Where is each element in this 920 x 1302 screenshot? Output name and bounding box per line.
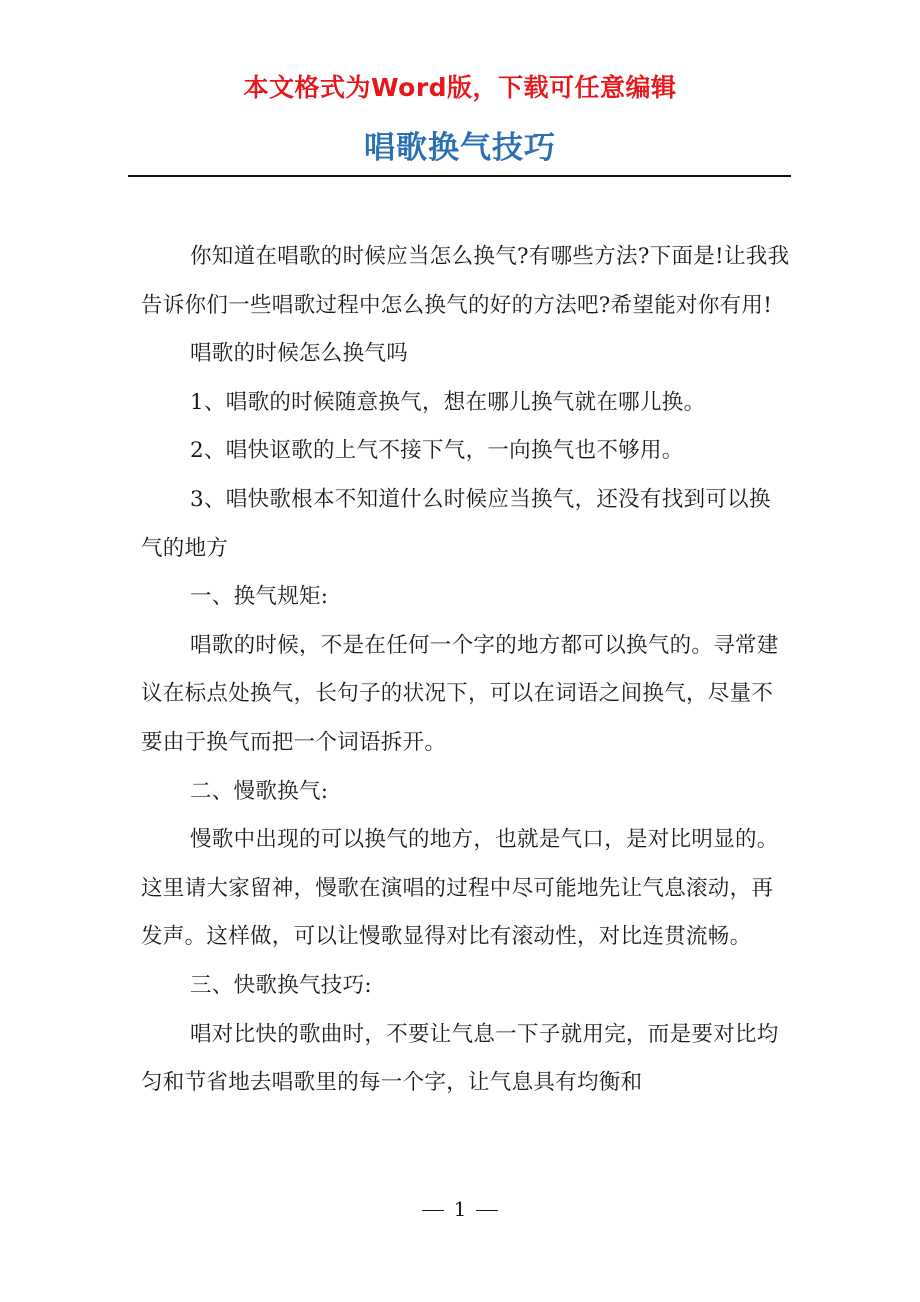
page-footer [0,1197,920,1221]
paragraph-item-3: 3、唱快歌根本不知道什么时候应当换气，还没有找到可以换气的地方 [141,486,771,561]
footer-dash-left [422,1210,444,1211]
format-notice-banner: 本文格式为Word版，下载可任意编辑 [243,73,677,102]
paragraph-slow-songs: 慢歌中出现的可以换气的地方，也就是气口，是对比明显的。这里请大家留神，慢歌在演唱的过程中尽可能地先让气息滚动，再发声。这样做，可以让慢歌显得对比有滚动性，对比连贯流畅。 [141,827,779,950]
section-heading-fast-songs: 三、快歌换气技巧: [190,972,372,998]
page-number: 1 [453,1197,467,1221]
document-body [141,233,791,1108]
document-title: 唱歌换气技巧 [364,130,556,166]
section-heading-rules: 一、换气规矩: [190,584,329,610]
paragraph-item-2: 2、唱快讴歌的上气不接下气，一向换气也不够用。 [190,438,684,464]
title-divider [128,175,791,177]
paragraph-item-1: 1、唱歌的时候随意换气，想在哪儿换气就在哪儿换。 [190,389,706,415]
paragraph-fast-songs: 唱对比快的歌曲时，不要让气息一下子就用完，而是要对比均匀和节省地去唱歌里的每一个字，让气息具有均衡和 [141,1021,779,1096]
paragraph-rules: 唱歌的时候，不是在任何一个字的地方都可以换气的。寻常建议在标点处换气，长句子的状况下，可以在词语之间换气，尽量不要由于换气而把一个词语拆开。 [141,632,779,755]
paragraph-intro: 你知道在唱歌的时候应当怎么换气?有哪些方法?下面是!让我我告诉你们一些唱歌过程中怎么换气的好的方法吧?希望能对你有用! [141,244,790,318]
section-heading-slow-songs: 二、慢歌换气: [190,778,329,804]
footer-dash-right [476,1210,498,1211]
paragraph-question: 唱歌的时候怎么换气吗 [190,341,409,367]
